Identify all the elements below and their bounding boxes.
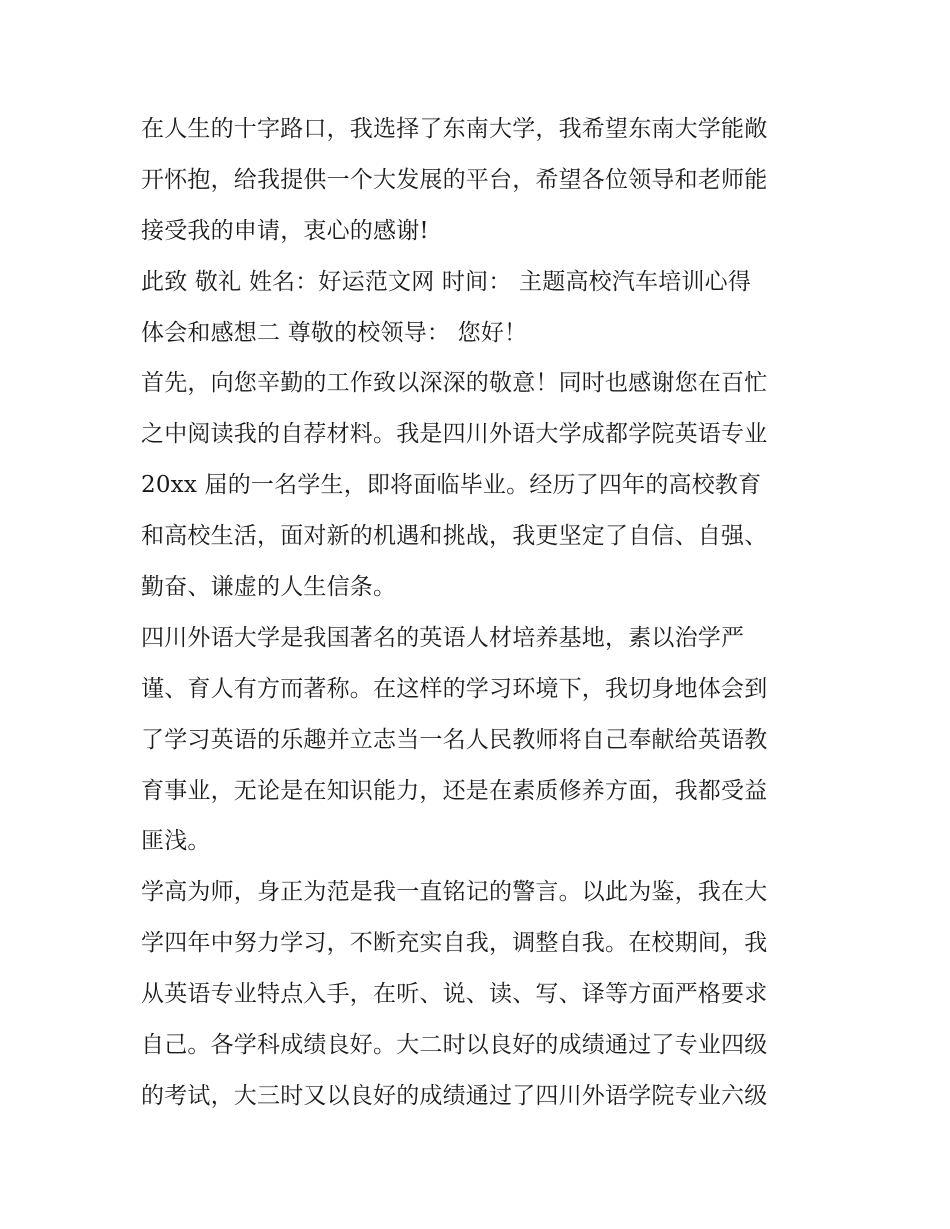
text-line: 开怀抱，给我提供一个大发展的平台，希望各位领导和老师能: [141, 166, 768, 193]
text-line: 谨、育人有方而著称。在这样的学习环境下，我切身地体会到: [141, 675, 768, 702]
text-line: 接受我的申请，衷心的感谢!: [141, 217, 429, 244]
text-line: 首先，向您辛勤的工作致以深深的敬意！同时也感谢您在百忙: [141, 370, 768, 397]
text-line: 勤奋、谦虚的人生信条。: [141, 574, 397, 601]
text-line: 自己。各学科成绩良好。大二时以良好的成绩通过了专业四级: [141, 1032, 768, 1059]
text-line: 四川外语大学是我国著名的英语人材培养基地，素以治学严: [141, 624, 745, 651]
text-line: 了学习英语的乐趣并立志当一名人民教师将自己奉献给英语教: [141, 726, 768, 753]
text-line: 和高校生活，面对新的机遇和挑战，我更坚定了自信、自强、: [141, 523, 768, 550]
text-line: 之中阅读我的自荐材料。我是四川外语大学成都学院英语专业: [141, 421, 768, 448]
text-line: 20xx 届的一名学生，即将面临毕业。经历了四年的高校教育: [141, 472, 762, 499]
document-body: [141, 104, 813, 1122]
text-line: 在人生的十字路口，我选择了东南大学，我希望东南大学能敞: [141, 116, 768, 142]
text-line: 育事业，无论是在知识能力，还是在素质修养方面，我都受益: [141, 777, 768, 804]
text-line: 匪浅。: [141, 828, 211, 855]
text-line: 学高为师，身正为范是我一直铭记的警言。以此为鉴，我在大: [141, 879, 768, 906]
text-line: 的考试，大三时又以良好的成绩通过了四川外语学院专业六级: [141, 1082, 768, 1109]
text-line: 从英语专业特点入手，在听、说、读、写、译等方面严格要求: [141, 981, 768, 1008]
text-line: 体会和感想二 尊敬的校领导： 您好！: [141, 319, 528, 346]
text-line: 学四年中努力学习，不断充实自我，调整自我。在校期间，我: [141, 930, 768, 957]
text-line: 此致 敬礼 姓名：好运范文网 时间： 主题高校汽车培训心得: [141, 268, 752, 295]
